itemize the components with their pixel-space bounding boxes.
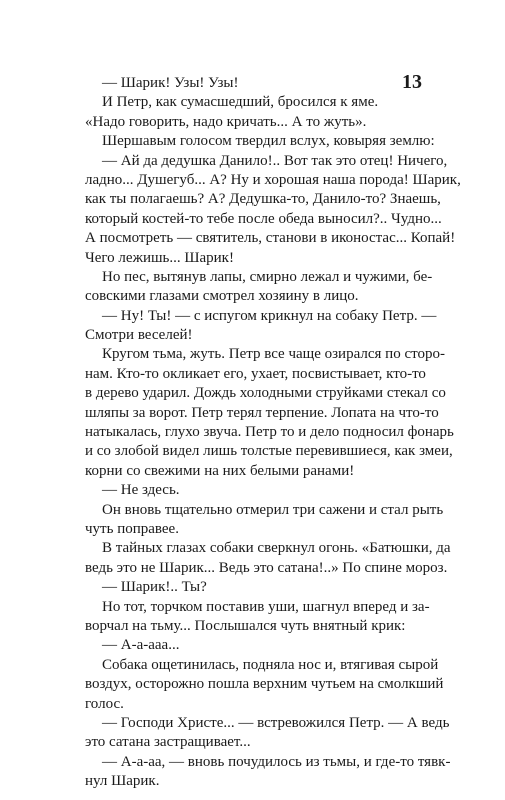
text-line: — Шарик! Узы! Узы!: [102, 75, 239, 91]
text-line: который костей-то тебе после обеда выносил?.. Чудно...: [85, 210, 442, 227]
text-line: ладно... Душегуб... А? Ну и хорошая наша порода! Шарик,: [85, 171, 461, 188]
text-line: нул Шарик.: [85, 773, 160, 790]
text-line: натыкалась, глухо звуча. Петр то и дело подносил фонарь: [85, 424, 454, 441]
body-text: [85, 71, 461, 791]
text-line: — Не здесь.: [102, 482, 180, 499]
text-line: «Надо говорить, надо кричать... А то жуть».: [85, 113, 367, 130]
text-line: как ты полагаешь? А? Дедушка-то, Данило-то? Знаешь,: [85, 191, 441, 208]
text-line: ведь это не Шарик... Ведь это сатана!..» По спине мороз.: [85, 559, 448, 576]
text-line: Кругом тьма, жуть. Петр все чаще озирался по сторо-: [102, 346, 445, 363]
text-line: — А-а-ааа...: [102, 637, 180, 654]
text-line: в дерево ударил. Дождь холодными струйками стекал со: [85, 385, 446, 402]
text-line: — Ай да дедушка Данило!.. Вот так это отец! Ничего,: [102, 152, 448, 169]
page-number: 13: [402, 71, 422, 93]
text-line: — А-а-аа, — вновь почудилось из тьмы, и где-то тявк-: [102, 753, 451, 770]
text-line: Шершавым голосом твердил вслух, ковыряя землю:: [102, 133, 435, 150]
text-line: голос.: [85, 695, 124, 712]
text-line: В тайных глазах собаки сверкнул огонь. «Батюшки, да: [102, 540, 451, 557]
text-line: Но пес, вытянув лапы, смирно лежал и чужими, бе-: [102, 268, 433, 285]
text-line: — Ну! Ты! — с испугом крикнул на собаку Петр. —: [102, 307, 437, 324]
text-line: и со злобой видел лишь толстые перевившиеся, как змеи,: [85, 443, 453, 460]
text-line: чуть поправее.: [85, 520, 179, 537]
text-line: совскими глазами смотрел хозяину в лицо.: [85, 288, 359, 305]
text-line: Чего лежишь... Шарик!: [85, 249, 234, 266]
text-line: — Шарик!.. Ты?: [102, 579, 207, 596]
text-line: А посмотреть — святитель, станови в иконостас... Копай!: [85, 230, 456, 247]
text-line: Он вновь тщательно отмерил три сажени и стал рыть: [102, 501, 444, 518]
text-line: Смотри веселей!: [85, 327, 193, 344]
text-line: воздух, осторожно пошла верхним чутьем на смолкший: [85, 676, 444, 693]
text-line: нам. Кто-то окликает его, ухает, посвистывает, кто-то: [85, 365, 426, 382]
text-line: И Петр, как сумасшедший, бросился к яме.: [102, 94, 379, 111]
text-line: — Господи Христе... — встревожился Петр. — А ведь: [102, 714, 450, 731]
text-line: ворчал на тьму... Послышался чуть внятный крик:: [85, 617, 406, 634]
text-line: шляпы за ворот. Петр терял терпение. Лопата на что-то: [85, 404, 439, 421]
text-line: Но тот, торчком поставив уши, шагнул вперед и за-: [102, 598, 430, 615]
text-line: корни со свежими на них белыми ранами!: [85, 462, 355, 479]
text-line: это сатана застращивает...: [85, 734, 251, 751]
text-line: Собака ощетинилась, подняла нос и, втягивая сырой: [102, 656, 439, 673]
